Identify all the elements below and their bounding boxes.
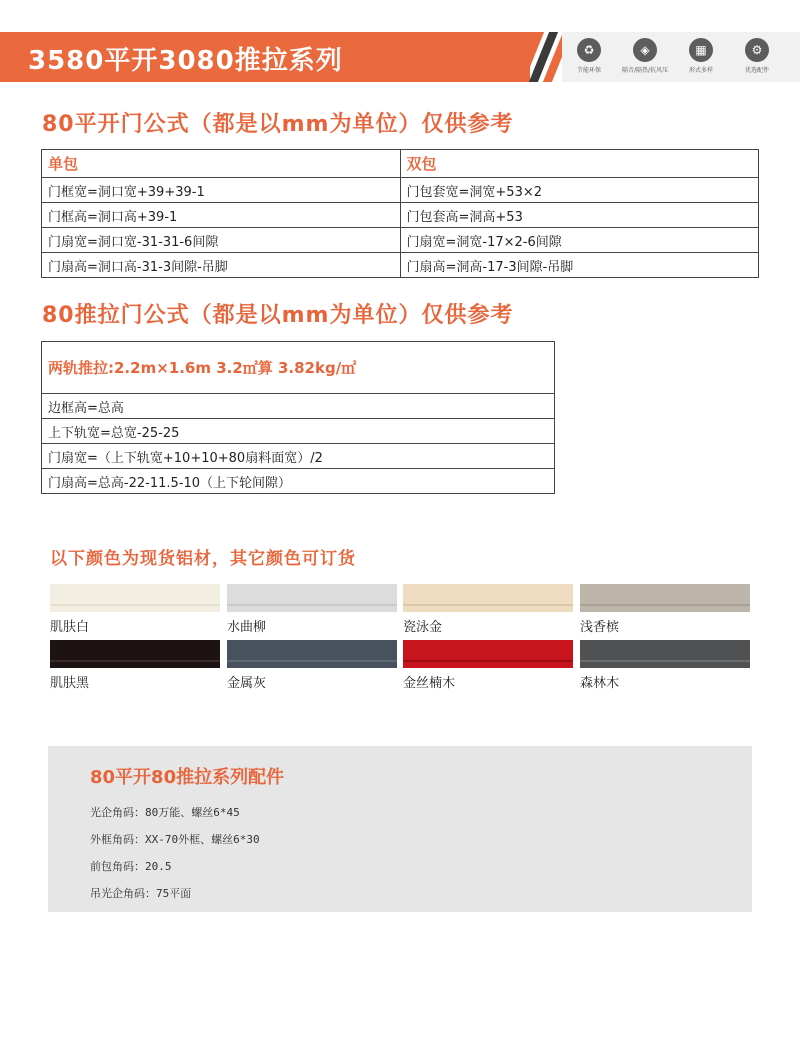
recycle-icon: ♻ — [577, 38, 601, 62]
color-swatch — [580, 640, 750, 668]
swatch-edge — [403, 660, 573, 662]
table-cell: 门扇宽=洞口宽-31-31-6间隙 — [42, 228, 401, 253]
table-cell: 门扇高=洞口高-31-3间隙-吊脚 — [42, 253, 401, 278]
feature-label: 隔音/隔热/抗风压 — [621, 67, 669, 74]
swatch-edge — [50, 604, 220, 606]
page-header — [0, 32, 800, 82]
table-header-row — [42, 342, 555, 394]
swatch-edge — [227, 604, 397, 606]
accessory-line: 光企角码：80万能、螺丝6*45 — [90, 806, 240, 819]
swatch-edge — [580, 660, 750, 662]
color-name: 水曲柳 — [227, 620, 267, 635]
table-cell: 门扇高=总高-22-11.5-10（上下轮间隙） — [42, 469, 555, 494]
table-cell: 门框高=洞口高+39-1 — [42, 203, 401, 228]
header-cell: 两轨推拉:2.2m×1.6m 3.2㎡算 3.82kg/㎡ — [42, 342, 555, 394]
table-cell: 门扇宽=洞宽-17×2-6间隙 — [400, 228, 758, 253]
accessory-line: 前包角码：20.5 — [90, 860, 172, 873]
gear-icon: ⚙ — [745, 38, 769, 62]
shield-icon: ◈ — [633, 38, 657, 62]
swatch-edge — [227, 660, 397, 662]
feature-item — [620, 38, 670, 74]
swatch-edge — [580, 604, 750, 606]
color-swatch — [50, 584, 220, 612]
color-name: 金丝楠木 — [403, 676, 456, 691]
table-row — [42, 469, 555, 494]
sliding-table — [41, 341, 555, 494]
table-cell: 门框宽=洞口宽+39+39-1 — [42, 178, 401, 203]
header-cell: 单包 — [42, 150, 401, 178]
feature-item — [564, 38, 614, 74]
feature-item — [676, 38, 726, 74]
color-name: 金属灰 — [227, 676, 267, 691]
window-icon: ▦ — [689, 38, 713, 62]
feature-icons — [562, 32, 800, 82]
table-header-row — [42, 150, 759, 178]
table-row — [42, 203, 759, 228]
color-name: 肌肤黑 — [50, 676, 90, 691]
table-cell: 门包套宽=洞宽+53×2 — [400, 178, 758, 203]
table-row — [42, 394, 555, 419]
page-title: 3580平开3080推拉系列 — [28, 46, 343, 76]
color-name: 森林木 — [580, 676, 620, 691]
feature-label: 节能环保 — [576, 67, 601, 74]
color-swatch — [403, 640, 573, 668]
accessories-box — [48, 746, 752, 912]
table-row — [42, 228, 759, 253]
color-swatch — [227, 640, 397, 668]
color-name: 肌肤白 — [50, 620, 90, 635]
sliding-title: 80推拉门公式（都是以mm为单位）仅供参考 — [42, 303, 514, 328]
table-cell: 边框高=总高 — [42, 394, 555, 419]
accessories-title: 80平开80推拉系列配件 — [90, 767, 285, 788]
table-row — [42, 444, 555, 469]
casement-title: 80平开门公式（都是以mm为单位）仅供参考 — [42, 112, 514, 137]
swatch-edge — [403, 604, 573, 606]
table-row — [42, 178, 759, 203]
color-swatch — [580, 584, 750, 612]
colors-title: 以下颜色为现货铝材，其它颜色可订货 — [50, 549, 356, 569]
swatch-edge — [50, 660, 220, 662]
table-row — [42, 253, 759, 278]
casement-table — [41, 149, 759, 278]
accessory-line: 外框角码：XX-70外框、螺丝6*30 — [90, 833, 260, 846]
feature-label: 形式多样 — [688, 67, 713, 74]
accessory-line: 吊光企角码：75平面 — [90, 887, 192, 900]
header-cell: 双包 — [400, 150, 758, 178]
table-cell: 门扇高=洞高-17-3间隙-吊脚 — [400, 253, 758, 278]
feature-item — [732, 38, 782, 74]
color-swatch — [50, 640, 220, 668]
color-name: 浅香槟 — [580, 620, 620, 635]
color-swatch — [403, 584, 573, 612]
table-row — [42, 419, 555, 444]
table-cell: 门包套高=洞高+53 — [400, 203, 758, 228]
table-cell: 上下轨宽=总宽-25-25 — [42, 419, 555, 444]
color-name: 瓷泳金 — [403, 620, 443, 635]
color-swatch — [227, 584, 397, 612]
table-cell: 门扇宽=（上下轨宽+10+10+80扇料面宽）/2 — [42, 444, 555, 469]
feature-label: 优选配件 — [744, 67, 769, 74]
